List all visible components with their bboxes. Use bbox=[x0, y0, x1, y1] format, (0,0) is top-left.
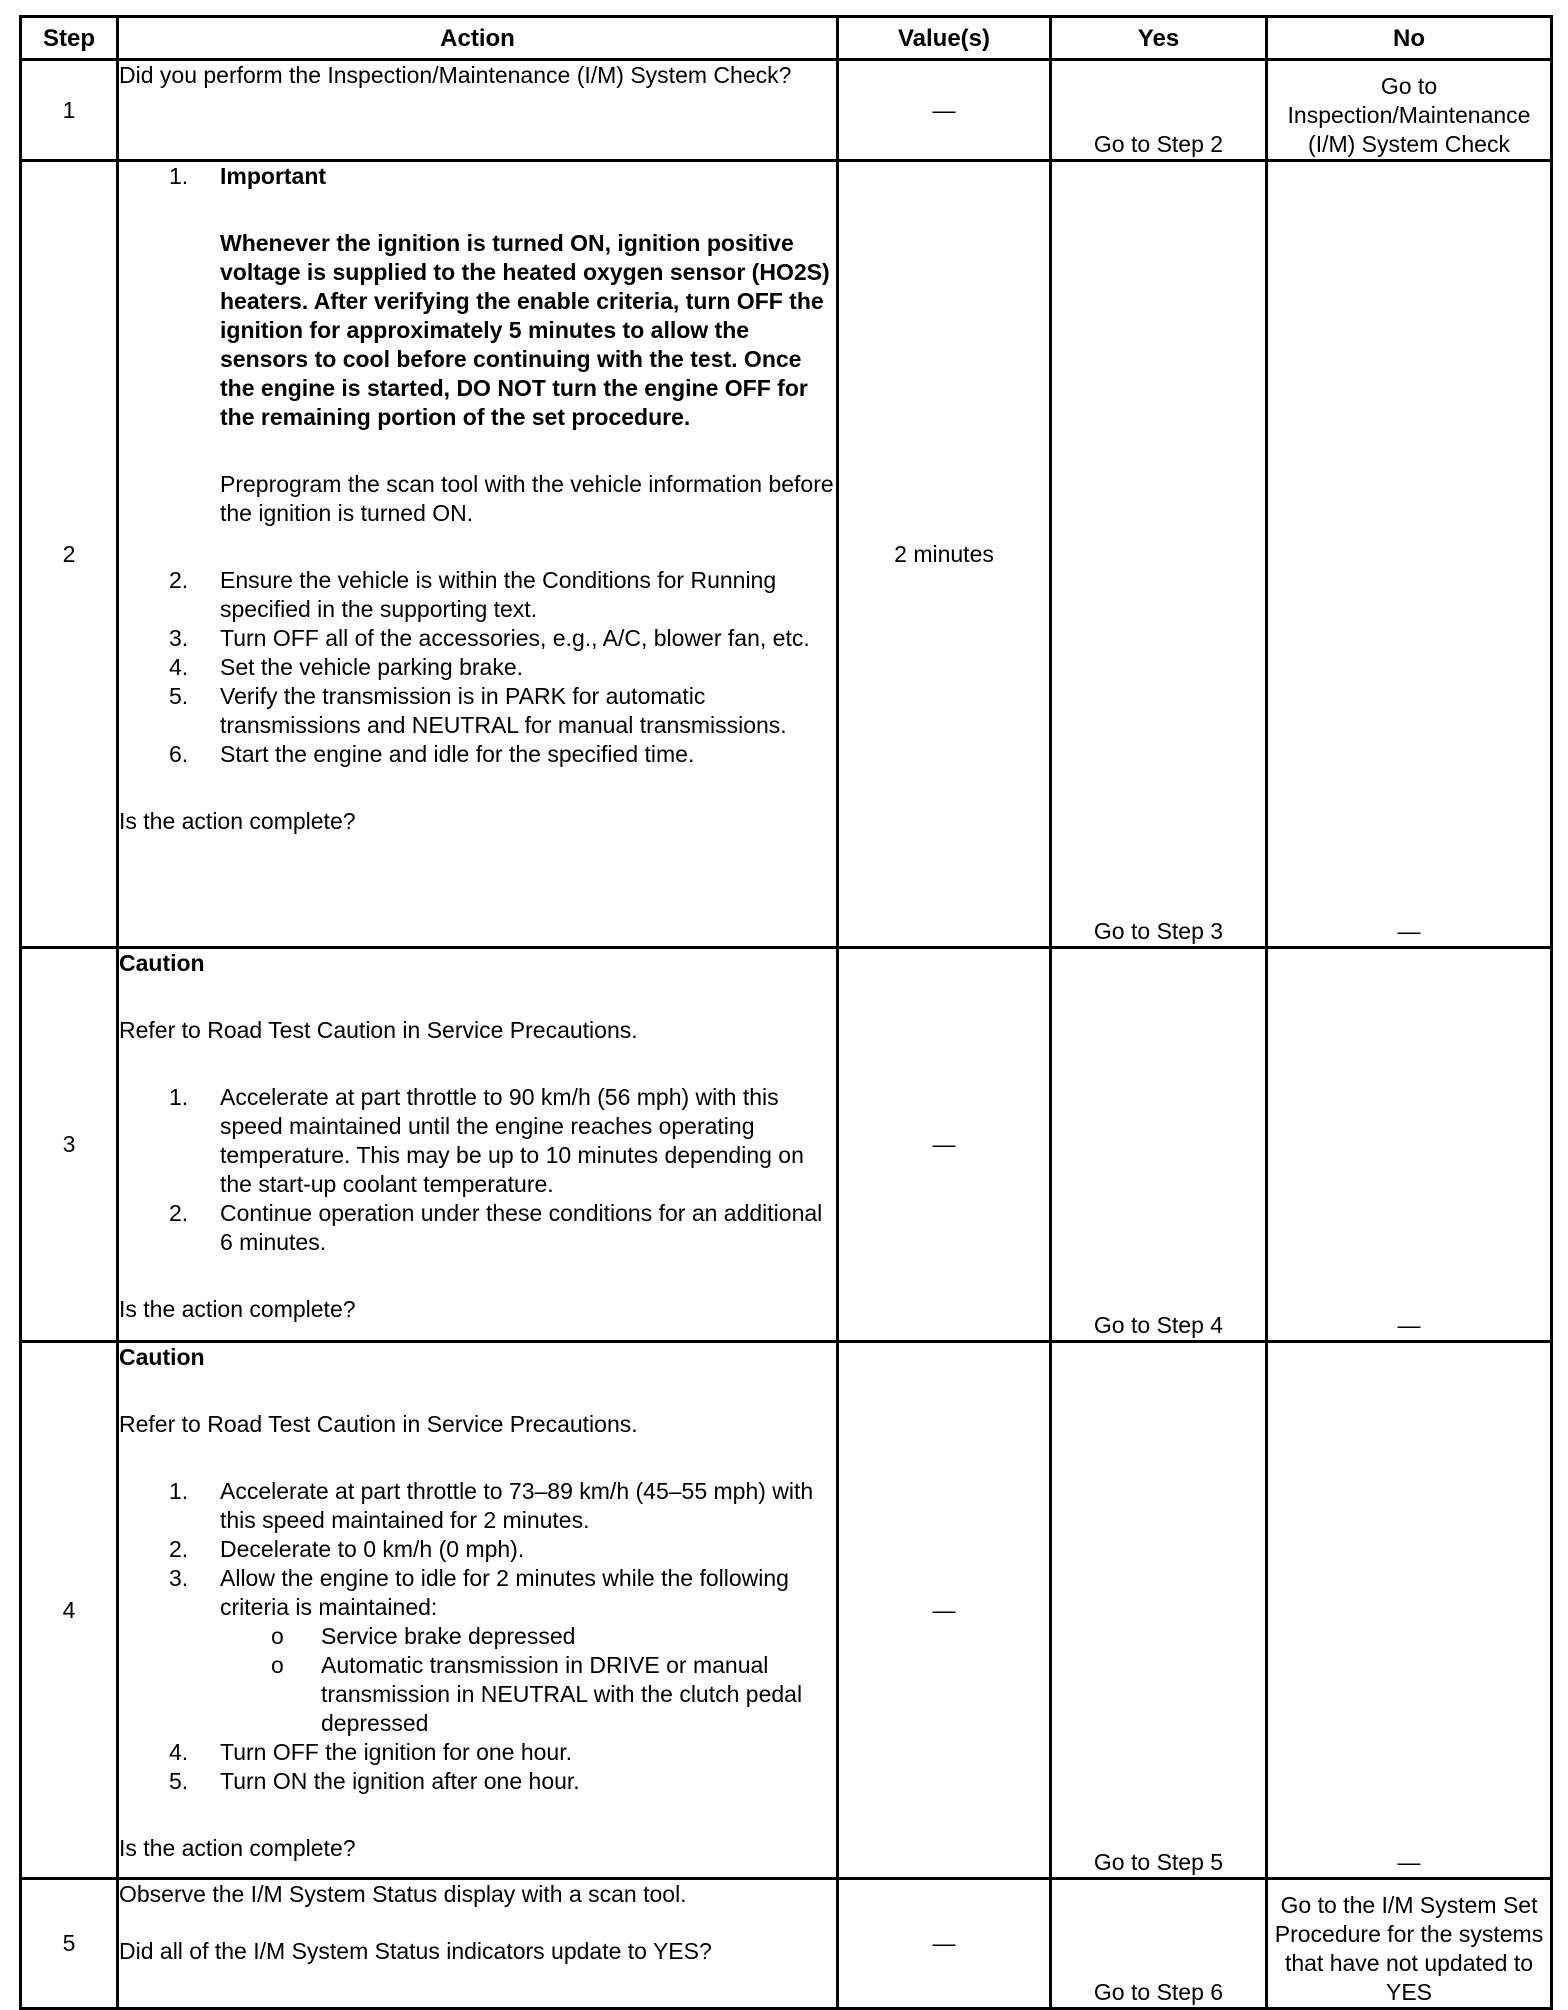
no-result: — bbox=[1267, 1342, 1552, 1879]
spacer bbox=[119, 978, 836, 1016]
no-result: — bbox=[1267, 161, 1552, 948]
action-step bbox=[119, 624, 836, 653]
bullet-marker: o bbox=[271, 1652, 284, 1678]
action-question: Is the action complete? bbox=[119, 1296, 356, 1322]
value-cell: 2 minutes bbox=[838, 161, 1051, 948]
step-index: 2. bbox=[169, 1536, 189, 1562]
header-no: No bbox=[1267, 17, 1552, 60]
table-row bbox=[21, 1879, 1552, 2009]
action-question: Is the action complete? bbox=[119, 1835, 356, 1861]
step-text: Allow the engine to idle for 2 minutes while the following criteria is maintained: bbox=[220, 1565, 789, 1620]
spacer bbox=[119, 191, 836, 229]
action-cell bbox=[118, 161, 838, 948]
header-yes: Yes bbox=[1051, 17, 1267, 60]
spacer bbox=[119, 1439, 836, 1477]
spacer bbox=[119, 769, 836, 807]
action-step bbox=[119, 740, 836, 769]
step-number: 1 bbox=[21, 60, 118, 161]
action-step bbox=[119, 1477, 836, 1535]
step-text: Turn OFF the ignition for one hour. bbox=[220, 1739, 572, 1765]
step-text: Ensure the vehicle is within the Conditions for Running specified in the supporting text. bbox=[220, 567, 777, 622]
criteria-list bbox=[119, 1622, 836, 1738]
caution-note: Refer to Road Test Caution in Service Precautions. bbox=[119, 1017, 638, 1043]
action-step bbox=[119, 1767, 836, 1796]
no-result: Go to the I/M System Set Procedure for the systems that have not updated to YES bbox=[1267, 1879, 1552, 2009]
step-text: Verify the transmission is in PARK for automatic transmissions and NEUTRAL for manual transmissions. bbox=[220, 683, 787, 738]
action-question: Is the action complete? bbox=[119, 808, 356, 834]
value-cell: — bbox=[838, 948, 1051, 1342]
step-index: 2. bbox=[169, 567, 189, 593]
value-cell: — bbox=[838, 1879, 1051, 2009]
step-index: 6. bbox=[169, 741, 189, 767]
value-cell: — bbox=[838, 60, 1051, 161]
yes-result: Go to Step 4 bbox=[1051, 948, 1267, 1342]
spacer bbox=[119, 1045, 836, 1083]
action-step bbox=[119, 1535, 836, 1564]
step-text: Start the engine and idle for the specified time. bbox=[220, 741, 695, 767]
spacer bbox=[119, 1796, 836, 1834]
action-step bbox=[119, 682, 836, 740]
action-step bbox=[119, 566, 836, 624]
yes-result: Go to Step 6 bbox=[1051, 1879, 1267, 2009]
table-row bbox=[21, 948, 1552, 1342]
table-row bbox=[21, 60, 1552, 161]
action-question: Did all of the I/M System Status indicators update to YES? bbox=[119, 1938, 712, 1964]
step-text: Turn ON the ignition after one hour. bbox=[220, 1768, 580, 1794]
step-index: 3. bbox=[169, 1565, 189, 1591]
important-heading: Important bbox=[220, 163, 327, 189]
criteria-item bbox=[119, 1622, 836, 1651]
action-step-list bbox=[119, 1083, 836, 1257]
spacer bbox=[119, 528, 836, 566]
yes-result: Go to Step 2 bbox=[1051, 60, 1267, 161]
action-step-list bbox=[119, 162, 836, 191]
action-cell bbox=[118, 60, 838, 161]
no-result: Go to Inspection/Maintenance (I/M) System Check bbox=[1267, 60, 1552, 161]
caution-note: Refer to Road Test Caution in Service Precautions. bbox=[119, 1411, 638, 1437]
step-index: 5. bbox=[169, 1768, 189, 1794]
caution-heading: Caution bbox=[119, 1344, 205, 1370]
step-text: Accelerate at part throttle to 73–89 km/h (45–55 mph) with this speed maintained for 2 minutes. bbox=[220, 1478, 814, 1533]
step-number: 3 bbox=[21, 948, 118, 1342]
step-number: 5 bbox=[21, 1879, 118, 2009]
step-number: 2 bbox=[21, 161, 118, 948]
action-step bbox=[119, 653, 836, 682]
step-text: Continue operation under these conditions for an additional 6 minutes. bbox=[220, 1200, 823, 1255]
action-instruction: Observe the I/M System Status display with a scan tool. bbox=[119, 1881, 687, 1907]
header-row bbox=[21, 17, 1552, 60]
step-index: 3. bbox=[169, 625, 189, 651]
step-text: Turn OFF all of the accessories, e.g., A/C, blower fan, etc. bbox=[220, 625, 810, 651]
action-cell bbox=[118, 948, 838, 1342]
action-step bbox=[119, 162, 836, 191]
step-index: 1. bbox=[169, 1478, 189, 1504]
action-step-list bbox=[119, 1477, 836, 1796]
table-row bbox=[21, 1342, 1552, 1879]
yes-result: Go to Step 5 bbox=[1051, 1342, 1267, 1879]
action-step-list bbox=[119, 566, 836, 769]
value-cell: — bbox=[838, 1342, 1051, 1879]
yes-result: Go to Step 3 bbox=[1051, 161, 1267, 948]
step-text: Decelerate to 0 km/h (0 mph). bbox=[220, 1536, 525, 1562]
spacer bbox=[119, 432, 836, 470]
spacer bbox=[119, 1257, 836, 1295]
action-step bbox=[119, 1564, 836, 1738]
step-index: 1. bbox=[169, 163, 189, 189]
header-values: Value(s) bbox=[838, 17, 1051, 60]
caution-heading: Caution bbox=[119, 950, 205, 976]
action-step bbox=[119, 1738, 836, 1767]
action-cell bbox=[118, 1342, 838, 1879]
important-note: Whenever the ignition is turned ON, ignition positive voltage is supplied to the heated oxygen sensor (HO2S) heaters. After verifying the enable criteria, turn OFF the ignition for approximately 5 minutes to allow the sensors to cool before continuing with the test. Once the engine is started, DO NOT turn the engine OFF for the remaining portion of the set procedure. bbox=[220, 230, 830, 430]
no-result: — bbox=[1267, 948, 1552, 1342]
spacer bbox=[119, 1372, 836, 1410]
step-index: 5. bbox=[169, 683, 189, 709]
step-index: 1. bbox=[169, 1084, 189, 1110]
table-row bbox=[21, 161, 1552, 948]
step-index: 4. bbox=[169, 1739, 189, 1765]
header-step: Step bbox=[21, 17, 118, 60]
preprogram-note: Preprogram the scan tool with the vehicle information before the ignition is turned ON. bbox=[220, 471, 834, 526]
criteria-text: Service brake depressed bbox=[321, 1623, 576, 1649]
step-text: Set the vehicle parking brake. bbox=[220, 654, 524, 680]
procedure-table bbox=[19, 15, 1553, 2010]
step-index: 2. bbox=[169, 1200, 189, 1226]
action-step bbox=[119, 1199, 836, 1257]
step-number: 4 bbox=[21, 1342, 118, 1879]
action-step bbox=[119, 1083, 836, 1199]
criteria-text: Automatic transmission in DRIVE or manual transmission in NEUTRAL with the clutch pedal depressed bbox=[321, 1652, 803, 1736]
criteria-item bbox=[119, 1651, 836, 1738]
step-index: 4. bbox=[169, 654, 189, 680]
spacer bbox=[119, 1909, 836, 1937]
action-cell bbox=[118, 1879, 838, 2009]
bullet-marker: o bbox=[271, 1623, 284, 1649]
step-text: Accelerate at part throttle to 90 km/h (56 mph) with this speed maintained until the engine reaches operating temperature. This may be up to 10 minutes depending on the start-up coolant temperature. bbox=[220, 1084, 804, 1197]
header-action: Action bbox=[118, 17, 838, 60]
action-question: Did you perform the Inspection/Maintenance (I/M) System Check? bbox=[119, 62, 792, 88]
